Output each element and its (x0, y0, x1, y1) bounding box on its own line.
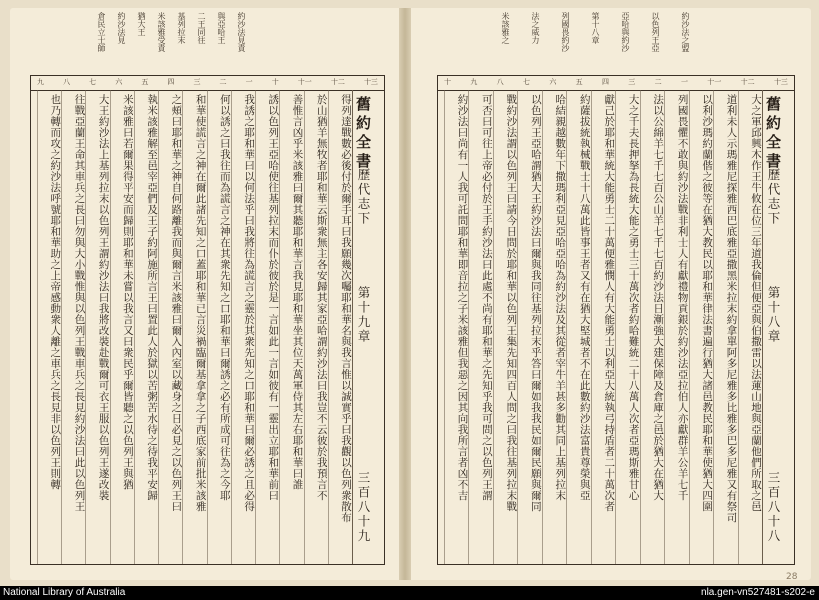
left-text-column: 我誘之耶和華曰以何法乎曰我將往為謊言之靈於其衆先知之口耶和華曰爾必誘之且必得 (243, 94, 256, 512)
right-text-column: 哈結親越數年下撒瑪利亞見亞哈亞哈為約沙法及其從者宰牛羊甚多勸其同上基列拉末 (554, 94, 567, 501)
left-header-numeral: 二 (219, 78, 227, 86)
left-title-band-rule (352, 90, 353, 564)
margin-note: 以色列王亞 (651, 12, 660, 52)
right-header-numeral: 十 (444, 78, 451, 86)
right-header-numeral: 二 (654, 78, 662, 86)
left-header-numeral: 十一 (297, 78, 312, 86)
right-text-column: 約沙法曰尚有一人我可託問耶和華即音拉之子米該雅但我惡之因其向我所言者凶不吉 (456, 94, 469, 501)
left-text-frame (30, 75, 385, 565)
left-text-column: 得列達戰數必後付於爾手耳曰我願幾次囑耶和華名與我言惟以誠實乎曰我觀以色列衆散布 (339, 94, 352, 523)
right-header-numerals (444, 77, 788, 89)
left-header-numeral: 八 (63, 78, 71, 86)
left-header-numeral: 六 (115, 78, 123, 86)
margin-note: 約沙法之盟 (681, 12, 690, 52)
margin-note: 第十八章 (591, 12, 600, 44)
folio-number: 28 (786, 572, 798, 582)
right-header-numeral: 四 (601, 78, 609, 86)
right-chapter-label: 第十八章 (766, 286, 781, 344)
left-header-numeral: 十二 (330, 78, 345, 86)
right-header-numeral: 三 (628, 78, 636, 86)
right-text-column: 約薩拔統執械戰士十八萬此皆事王者又有在猶大堅城者不在此數約沙法富貴尊榮與亞 (578, 94, 591, 501)
right-header-numeral: 一 (680, 78, 688, 86)
right-text-column: 大之軍邱興木作王牛攸在位三年道我倫但便亞與伯撒雷以法蓮山地與亞蘭他們所取之邑 (749, 94, 762, 512)
left-header-numeral: 十 (271, 78, 279, 86)
right-text-column: 可否曰可往上帝必付於王手約沙法曰此處不尚有耶和華之先知乎我可問之以色列王謂 (480, 94, 493, 501)
left-text-column: 往戰亞蘭王命其車兵之長曰勿與大小戰惟與以色列王戰車兵之長見約沙法曰此以色列王 (73, 94, 86, 512)
right-column-rule (444, 90, 445, 564)
margin-note: 約沙法見責 (237, 12, 246, 52)
book-gutter (399, 8, 411, 580)
right-text-column: 法以公綿羊七千七百公山羊七千七百約沙法日漸強大建保障及倉庫之邑於猶大在猶大 (652, 94, 665, 501)
left-text-column: 和華使謊言之神在爾此諸先知之口蓋耶和華已言災禍臨爾基拿拿之子西底家前批米該雅 (194, 94, 207, 512)
right-header-numeral: 九 (470, 78, 478, 86)
left-header-numeral: 七 (89, 78, 97, 86)
right-header-numeral: 十一 (707, 78, 722, 86)
left-column-rule (37, 90, 38, 564)
left-text-column: 於山猶羊無牧者耶和華云斯衆無主各安歸其家亞哈謂約沙法曰我豈不云彼於我預言不 (315, 94, 328, 501)
right-header-numeral: 十二 (740, 78, 755, 86)
left-header-numeral: 三 (193, 78, 201, 86)
right-page-number: 三百八十八 (766, 471, 781, 544)
left-text-column: 米該雅曰若爾果得平安而歸則耶和華未嘗以我言又曰衆民乎爾皆聽之以色列王與猶 (121, 94, 134, 490)
left-text-column: 誘以色列王亞哈使往基列拉末而仆於彼於是一言如此一言如彼有一靈出立耶和華前曰 (267, 94, 280, 501)
left-text-column: 也乃轉而攻之約沙法呼號耶和華助之上帝感動衆人離之車兵之長見非以色列王則轉 (49, 94, 62, 490)
right-header-numeral: 六 (549, 78, 557, 86)
right-section-title: 歷代志下 (766, 168, 781, 226)
margin-note: 與亞哈王 (217, 12, 226, 44)
right-book-title: 舊約全書 (764, 96, 782, 172)
right-text-column: 道利未人示瑪雅尼探雅西巴底雅亞撒黑米拉末約拿單阿多尼雅多比雅多巴多尼雅又有祭司 (725, 94, 738, 523)
library-footer (0, 586, 819, 600)
left-header-numerals (37, 77, 378, 89)
left-chapter-label: 第十九章 (356, 286, 371, 344)
right-header-numeral: 七 (522, 78, 530, 86)
left-header-numeral: 一 (245, 78, 253, 86)
right-text-column: 以色列王亞哈謂猶大王約沙法曰爾與我同往基列拉末乎答曰爾如我我民如爾民願與爾同 (529, 94, 542, 512)
left-header-numeral: 四 (167, 78, 175, 86)
right-text-column: 以利沙瑪約蘭偕之彼等在猶大教民以耶和華律法書遍行猶大諸邑教民耶和華使猶大四圍 (701, 94, 714, 512)
left-section-title: 歷代志下 (356, 168, 371, 226)
left-text-column: 善惟言凶乎米該雅曰爾其聽耶和華言我見耶和華坐其位天萬軍侍其左右耶和華曰誰 (291, 94, 304, 490)
margin-note: 亞哈與約沙 (621, 12, 630, 52)
right-text-column: 戰約沙法謂以色列王曰請今日問於耶和華以色列王集先知四百人問之曰我往基列拉末戰 (505, 94, 518, 512)
left-page-number: 三百八十九 (356, 471, 371, 544)
left-text-column: 之頰曰耶和華之神自何路離我而與爾言米該雅曰爾入內室以藏身之日必見之以色列王曰 (170, 94, 183, 512)
left-header-numeral: 五 (141, 78, 149, 86)
left-book-title: 舊約全書 (354, 96, 372, 172)
left-text-column: 執米該雅解至邑宰亞們及王子約阿施所言王曰置此人於獄以苦粥苦水待之待我平安歸 (146, 94, 159, 501)
right-header-numeral: 十三 (773, 78, 788, 86)
margin-note: 倉民立士師 (97, 12, 106, 52)
right-text-column: 大之千夫長押拏為長統大能之勇士三十萬次者約哈難統二十八萬人次者亞瑪斯雅甘心 (627, 94, 640, 501)
right-header-numeral: 五 (575, 78, 583, 86)
margin-note: 二王同往 (197, 12, 206, 44)
left-text-column: 何以誘之曰我往而為謊言之神在其衆先知之口耶和華曰爾誘之必有所成可往為之今耶 (218, 94, 231, 501)
margin-note: 猶大王 (137, 12, 146, 36)
right-text-frame (437, 75, 795, 565)
margin-note: 米該雅受責 (157, 12, 166, 52)
footer-library-name: National Library of Australia (3, 587, 126, 598)
left-header-numeral: 九 (37, 78, 44, 86)
right-header-numeral: 八 (496, 78, 504, 86)
margin-note: 米該雅之 (501, 12, 510, 44)
margin-note: 基列拉末 (177, 12, 186, 44)
footer-identifier: nla.gen-vn527481-s202-e (701, 587, 815, 598)
margin-note: 約沙法見 (117, 12, 126, 44)
left-header-numeral: 十三 (363, 78, 378, 86)
right-title-band-rule (762, 90, 763, 564)
margin-note: 列國畏約沙 (561, 12, 570, 52)
margin-note: 法之威力 (531, 12, 540, 44)
left-text-column: 大王約沙法上基列拉末以色列王謂約沙法曰我將改裝赴戰爾可衣王服以色列王遂改裝 (97, 94, 110, 501)
right-text-column: 列國畏懼不敢與約沙法戰非利士人有獻禮物貢銀於約沙法亞拉伯人亦獻群羊公羊七千 (676, 94, 689, 501)
right-text-column: 獻己於耶和華統大能勇士二十萬便雅憫人有大能勇士以利亞大統執弓持盾者二十萬次者 (603, 94, 616, 512)
